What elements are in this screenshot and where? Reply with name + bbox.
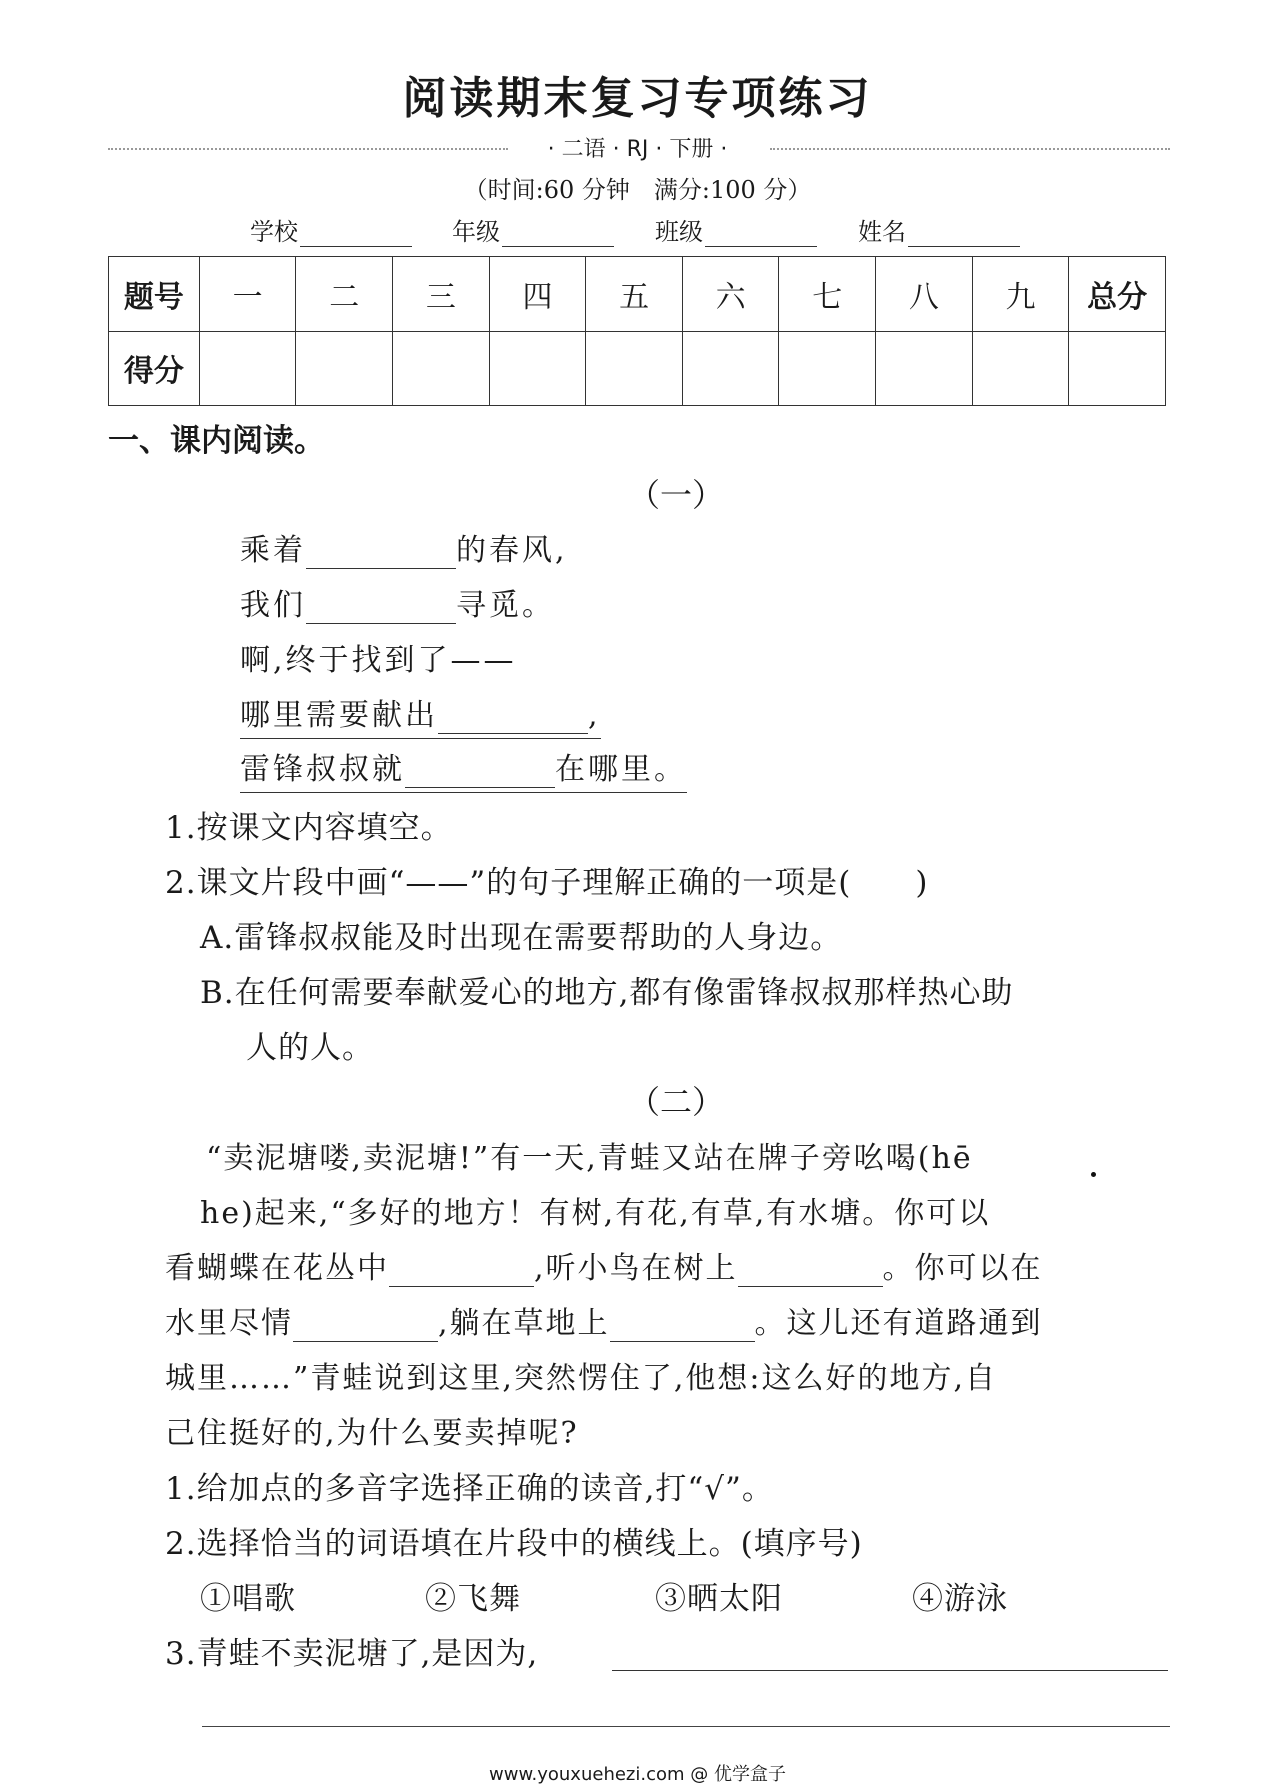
col-1: 一 — [199, 257, 296, 332]
page-title: 阅读期末复习专项练习 — [402, 73, 873, 124]
poem-text: 我们 — [240, 588, 306, 623]
passage-text: 水里尽情 — [165, 1306, 293, 1341]
section-heading: 一、课内阅读。 — [108, 423, 325, 459]
score-cell[interactable] — [586, 331, 683, 406]
grade-field[interactable] — [452, 212, 614, 247]
poem-text: 的春风, — [456, 533, 568, 568]
part1-question-2: 2.课文片段中画“——”的句子理解正确的一项是( ) — [165, 865, 929, 901]
score-cell[interactable] — [489, 331, 586, 406]
option-b-cont: 人的人。 — [246, 1030, 374, 1066]
choice-3: ③晒太阳 — [655, 1581, 783, 1617]
passage-line-4 — [165, 1298, 1043, 1342]
score-cell[interactable] — [296, 331, 393, 406]
grade-blank[interactable] — [502, 220, 614, 247]
emphasis-dot — [1091, 1172, 1096, 1177]
poem-text: 哪里需要献出 — [240, 698, 438, 733]
col-5: 五 — [586, 257, 683, 332]
class-blank[interactable] — [705, 220, 817, 247]
class-label: 班级 — [655, 218, 703, 246]
passage-text: 。这儿还有道路通到 — [754, 1306, 1043, 1341]
passage-line-5: 城里……”青蛙说到这里,突然愣住了,他想:这么好的地方,自 — [165, 1361, 998, 1396]
class-field[interactable] — [655, 212, 817, 247]
score-cell[interactable] — [199, 331, 296, 406]
table-row — [109, 331, 1166, 406]
answer-line-1[interactable] — [612, 1670, 1168, 1671]
name-label: 姓名 — [858, 218, 906, 246]
score-table — [108, 256, 1166, 406]
passage-line-1: “卖泥塘喽,卖泥塘!”有一天,青蛙又站在牌子旁吆喝(hē — [206, 1141, 973, 1176]
score-cell[interactable] — [1069, 331, 1166, 406]
passage-blank-4[interactable] — [610, 1309, 755, 1342]
col-total: 总分 — [1069, 257, 1166, 332]
passage-line-2: he)起来,“多好的地方！有树,有花,有草,有水塘。你可以 — [200, 1196, 991, 1231]
poem-line-2 — [240, 580, 555, 624]
col-6: 六 — [682, 257, 779, 332]
col-2: 二 — [296, 257, 393, 332]
poem-text: 寻觅。 — [456, 588, 555, 623]
name-blank[interactable] — [908, 220, 1020, 247]
score-cell[interactable] — [876, 331, 973, 406]
time-info: （时间:60 分钟 满分:100 分） — [463, 176, 812, 204]
option-b[interactable]: B.在任何需要奉献爱心的地方,都有像雷锋叔叔那样热心助 — [200, 975, 1014, 1011]
col-9: 九 — [972, 257, 1069, 332]
passage-text: ,听小鸟在树上 — [534, 1251, 738, 1286]
score-cell[interactable] — [972, 331, 1069, 406]
passage-blank-1[interactable] — [389, 1254, 534, 1287]
school-label: 学校 — [250, 218, 298, 246]
passage-text: 。你可以在 — [882, 1251, 1043, 1286]
table-row — [109, 257, 1166, 332]
passage-line-3 — [165, 1243, 1043, 1287]
poem-text: 在哪里。 — [555, 752, 687, 787]
poem-line-4 — [240, 690, 601, 739]
row-header-score: 得分 — [109, 331, 200, 406]
poem-text: 雷锋叔叔就 — [240, 752, 405, 787]
part2-question-3: 3.青蛙不卖泥塘了,是因为, — [165, 1636, 539, 1672]
part2-question-1: 1.给加点的多音字选择正确的读音,打“√”。 — [165, 1471, 774, 1507]
poem-blank-1[interactable] — [306, 536, 456, 569]
col-7: 七 — [779, 257, 876, 332]
score-cell[interactable] — [779, 331, 876, 406]
name-field[interactable] — [858, 212, 1020, 247]
passage-text: ,躺在草地上 — [438, 1306, 610, 1341]
row-header-number: 题号 — [109, 257, 200, 332]
poem-line-5 — [240, 744, 687, 793]
school-blank[interactable] — [300, 220, 412, 247]
col-8: 八 — [876, 257, 973, 332]
footer-watermark: www.youxuehezi.com @ 优学盒子 — [489, 1764, 786, 1785]
poem-blank-4[interactable] — [405, 755, 555, 788]
grade-label: 年级 — [452, 218, 500, 246]
poem-line-3: 啊,终于找到了—— — [240, 643, 517, 678]
answer-line-2[interactable] — [202, 1726, 1170, 1727]
subtitle: · 二语 · RJ · 下册 · — [0, 132, 1275, 163]
col-4: 四 — [489, 257, 586, 332]
part2-label: （二） — [628, 1083, 725, 1121]
passage-blank-2[interactable] — [738, 1254, 883, 1287]
part1-label: （一） — [628, 476, 725, 514]
passage-line-6: 己住挺好的,为什么要卖掉呢? — [165, 1416, 579, 1451]
poem-blank-2[interactable] — [306, 591, 456, 624]
choice-1: ①唱歌 — [200, 1581, 296, 1617]
poem-text: , — [588, 698, 601, 733]
choice-2: ②飞舞 — [425, 1581, 521, 1617]
choice-4: ④游泳 — [912, 1581, 1008, 1617]
part1-question-1: 1.按课文内容填空。 — [165, 810, 453, 846]
score-cell[interactable] — [682, 331, 779, 406]
score-cell[interactable] — [393, 331, 490, 406]
part2-question-2: 2.选择恰当的词语填在片段中的横线上。(填序号) — [165, 1526, 863, 1562]
col-3: 三 — [393, 257, 490, 332]
poem-blank-3[interactable] — [438, 701, 588, 734]
option-a[interactable]: A.雷锋叔叔能及时出现在需要帮助的人身边。 — [200, 920, 843, 956]
poem-text: 乘着 — [240, 533, 306, 568]
passage-blank-3[interactable] — [293, 1309, 438, 1342]
passage-text: 看蝴蝶在花丛中 — [165, 1251, 389, 1286]
poem-line-1 — [240, 525, 568, 569]
school-field[interactable] — [250, 212, 412, 247]
